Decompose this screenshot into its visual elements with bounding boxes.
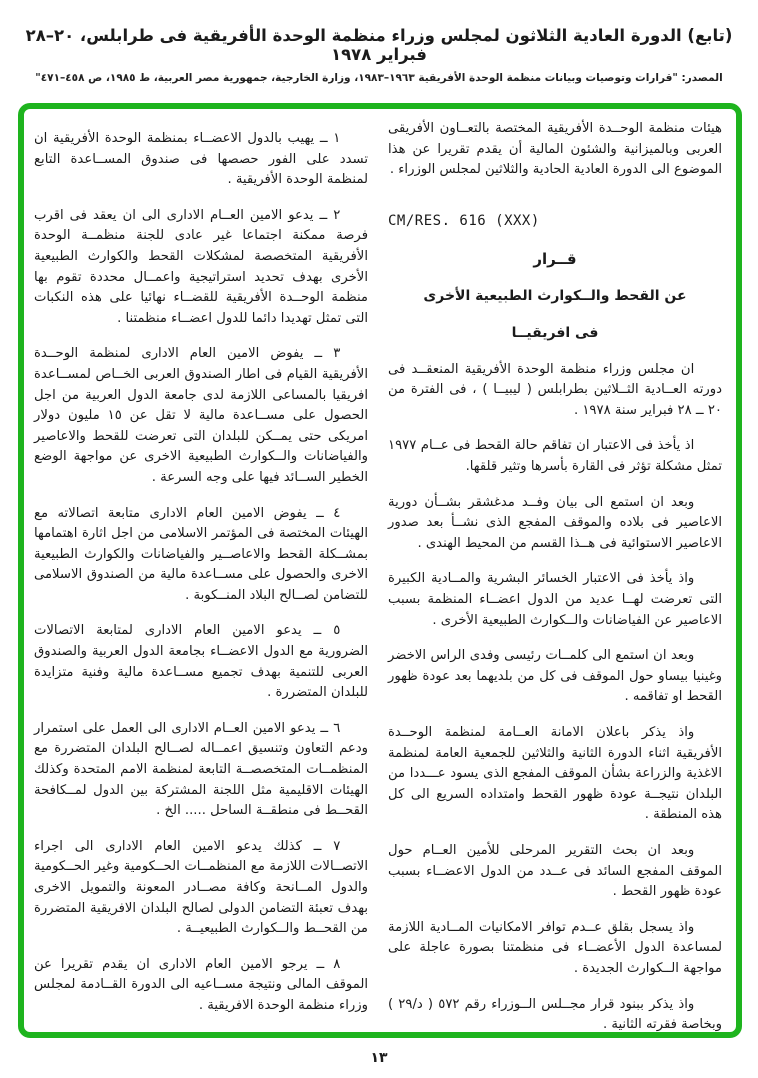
operative-paragraph-5: ٥ ــ يدعو الامين العام الادارى لمتابعة الاتصالات الضرورية مع الدول الاعضــاء بجامعة الدول العربية والصندوق العربى للتنمية بهدف تجميع مســاعدة مالية وفنية متزايدة للبلدان المتضررة . <box>34 623 368 701</box>
preamble-paragraph: واذ يذكر باعلان الامانة العــامة لمنظمة الوحــدة الأفريقية اثناء الدورة الثانية والثلاثين للجمعية العامة لمنظمة الاغذية والزراعة بشأن الموقف المفجع الذى يسود عـــددا من البلدان نتيجــة عودة ظهور القحط وامتداده السريع الى كل هذه المنطقة . <box>388 724 722 823</box>
preamble-paragraph: وبعد ان بحث التقرير المرحلى للأمين العــام حول الموقف المفجع السائد فى عــدد من الدول الاعضــاء بسبب عودة ظهور القحط . <box>388 842 722 900</box>
column-left-operative <box>34 119 368 1026</box>
operative-paragraph-6: ٦ ــ يدعو الامين العــام الادارى الى العمل على استمرار ودعم التعاون وتنسيق اعمــاله لصــالح البلدان المتضررة مع المنظمــات المتخصصــة التابعة لمنظمة الامم المتحدة وكذلك الهيئات الاقليمية مثل اللجنة المشتركة بين الدول لمــكافحة القحــط فى منطقــة الساحل ..... الخ . <box>34 720 368 819</box>
preamble-paragraph: اذ يأخذ فى الاعتبار ان تفاقم حالة القحط فى عــام ١٩٧٧ تمثل مشكلة تؤثر فى القارة بأسرها وتثير قلقها. <box>388 438 722 475</box>
operative-paragraph-8: ٨ ــ يرجو الامين العام الادارى ان يقدم تقريرا عن الموقف المالى ونتيجة مســاعيه الى الدورة القــادمة لمجلس وزراء منظمة الوحدة الافريقية . <box>34 956 368 1013</box>
two-column-layout <box>34 119 722 1033</box>
resolution-reference-number: CM/RES. 616 (XXX) <box>388 212 540 229</box>
document-green-frame <box>18 103 742 1038</box>
operative-paragraph-3: ٣ ــ يفوض الامين العام الادارى لمنظمة الوحــدة الأفريقية القيام فى اطار الصندوق العربى الخــاص لمســاعدة افريقيا بالمساعى اللازمة لدى جامعة الدول العربية من اجل الحصول على مســاعدة مالية لا تقل عن ١٥ مليون دولار امريكى حتى يمــكن للبلدان التى تعرضت للقحط والاعاصير والفياضانات والــكوارث الطبيعية الاخرى عن مواجهة الوضع الخطير الســائد فيها على وجه السرعة . <box>34 346 368 485</box>
preamble-paragraph: وبعد ان استمع الى كلمــات رئيسى وفدى الراس الاخضر وغينيا بيساو حول الموقف فى كل من بلديهما بعد عودة ظهور القحط او تفاقمه . <box>388 648 722 705</box>
preamble-paragraph: واذ يسجل بقلق عــدم توافر الامكانيات المــادية اللازمة لمساعدة الدول الأعضــاء فى منظمتنا بصورة عاجلة على مواجهة الــكوارث الجديدة . <box>388 919 722 976</box>
operative-paragraph-4: ٤ ــ يفوض الامين العام الادارى متابعة اتصالاته مع الهيئات المختصة فى المؤتمر الاسلامى من اجل اثارة اهتمامها بمشــكلة القحط والاعاصــير والفياضانات والكوارث الطبيعية الاخرى والحصول على مســاعدة مالية من الصندوق الاسلامى للتضامن لصــالح البلاد المنــكوبة . <box>34 505 368 603</box>
continuation-paragraph: هيئات منظمة الوحــدة الأفريقية المختصة بالتعــاون الأفريقى العربى وبالميزانية والشئون المالية أن يقدم تقريرا عن هذا الموضوع الى الدورة العادية الحادية والثلاثين لمجلس الوزراء . <box>388 121 722 178</box>
resolution-title: قــرار <box>533 249 577 268</box>
source-citation: المصدر: "قرارات وتوصيات وبيانات منظمة الوحدة الأفريقية ١٩٦٣–١٩٨٣، وزارة الخارجية، جمهورية مصر العربية، ط ١٩٨٥، ص ٤٥٨–٤٧١" <box>35 72 723 84</box>
page-number: ١٣ <box>370 1050 388 1066</box>
operative-paragraph-1: ١ ــ يهيب بالدول الاعضــاء بمنظمة الوحدة الأفريقية ان تسدد على الفور حصصها فى صندوق المســاعدة التابع لمنظمة الوحدة الأفريقية . <box>34 131 368 188</box>
operative-paragraph-2: ٢ ــ يدعو الامين العــام الادارى الى ان يعقد فى اقرب فرصة ممكنة اجتماعا غير عادى للجنة منظمــة الوحدة الأفريقية المتخصصة لمشكلات القحط والكوارث الطبيعية الأخرى بهدف تحديد استراتيجية واعمــال محددة تقوم بها منظمة الوحــدة الأفريقية للقضــاء نهائيا على هذه النكبات التى تمثل تهديدا دائما للدول اعضــاء منظمتنا . <box>34 207 368 326</box>
resolution-subtitle-line2: فى افريقيــا <box>511 324 599 341</box>
preamble-paragraph: واذ يذكر ببنود قرار مجــلس الــوزراء رقم ٥٧٢ ( د/٢٩ ) وبخاصة فقرته الثانية . <box>388 996 722 1033</box>
session-title: (تابع) الدورة العادية الثلاثون لمجلس وزراء منظمة الوحدة الأفريقية فى طرابلس، ٢٠–٢٨ فبراير ١٩٧٨ <box>25 26 733 64</box>
page-footer <box>0 1047 758 1066</box>
preamble-paragraph: وبعد ان استمع الى بيان وفــد مدغشقر بشــأن دورية الاعاصير فى بلاده والموقف المفجع الذى نشــأ بعد صدور الاعاصير الاستوائية فى هــذا القسم من المحيط الهندى . <box>388 494 722 551</box>
preamble-paragraph: ان مجلس وزراء منظمة الوحدة الأفريقية المنعقــد فى دورته العــادية الثــلاثين بطرابلس ( ليبيــا ) ، فى الفترة من ٢٠ ــ ٢٨ فبراير سنة ١٩٧٨ . <box>388 361 722 418</box>
page-header <box>0 26 758 84</box>
resolution-subtitle-line1: عن القحط والــكوارث الطبيعية الأخرى <box>423 288 687 304</box>
operative-paragraph-7: ٧ ــ كذلك يدعو الامين العام الادارى الى اجراء الاتصــالات اللازمة مع المنظمــات الحــكومية وغير الحــكومية والدول المــانحة وكافة مصــادر المعونة والتمويل الاخرى بهدف تعبئة التضامن الدولى لصالح البلدان الافريقية المتضررة من القحــط والــكوارث الطبيعيــة . <box>34 838 368 937</box>
column-right-preamble <box>388 119 722 1033</box>
preamble-paragraph: واذ يأخذ فى الاعتبار الخسائر البشرية والمــادية الكبيرة التى تعرضت لهــا عديد من الدول اعضــاء المنظمة بسبب الاعاصير عن الفياضانات والــكوارث الطبيعية الأخرى . <box>388 571 722 628</box>
